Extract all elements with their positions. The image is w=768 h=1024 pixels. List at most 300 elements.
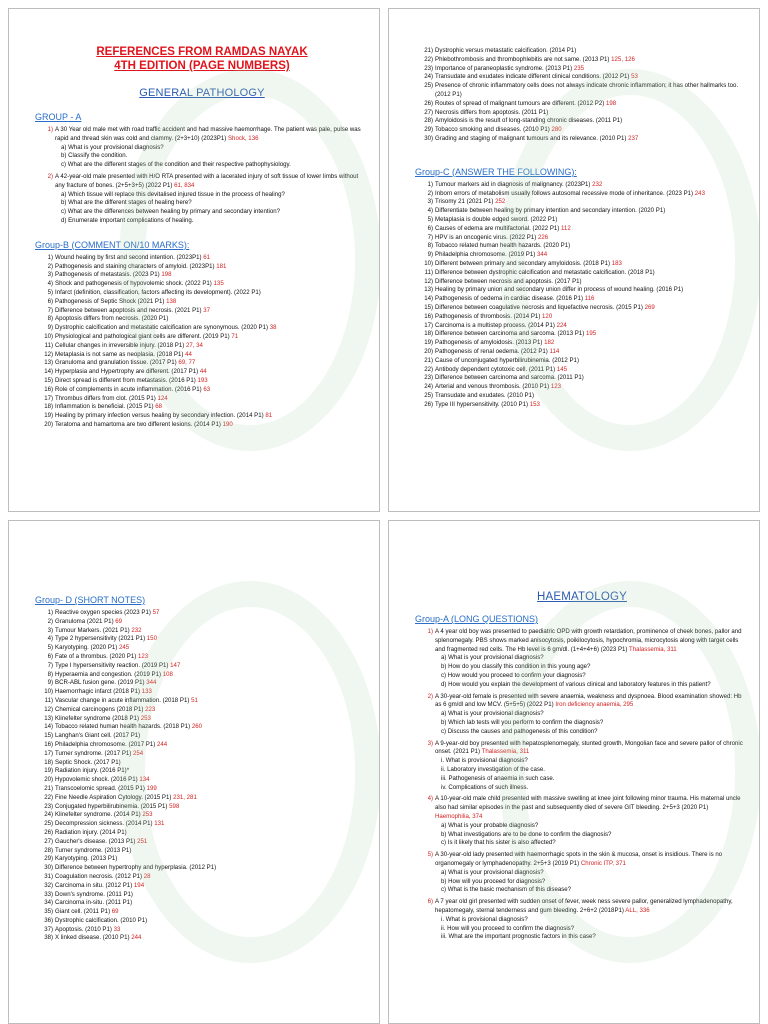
- page-reference: 112: [561, 224, 571, 232]
- long-question: [39, 126, 365, 144]
- list-item: [39, 635, 365, 644]
- list-item: [39, 873, 365, 882]
- sub-question-list: [425, 710, 745, 736]
- item-text: Septic Shock. (2017 P1): [55, 758, 121, 766]
- list-item: [39, 618, 365, 627]
- item-text: Transudate and exudates. (2010 P1): [435, 391, 535, 399]
- item-text: Pathogenesis of oedema in cardiac disease. (2016 P1): [435, 295, 585, 303]
- page-reference: 260: [191, 723, 203, 731]
- question-text: A 30-year-old lady presented with haemorrhagic spots in the skin & mucosa, onset is insidious. There is no organomegaly or lymphadenopathy. 2+5+3 (2019 P1): [435, 851, 723, 867]
- page-reference: 116: [584, 295, 595, 303]
- sub-question: b) How will you proceed for diagnosis?: [441, 877, 546, 885]
- item-number: 16): [44, 740, 53, 748]
- item-number: 6): [47, 652, 53, 660]
- list-item: [419, 286, 745, 295]
- item-number: 10): [44, 688, 53, 696]
- list-item: [39, 653, 365, 662]
- item-number: 9): [47, 679, 53, 687]
- item-number: 36): [44, 916, 53, 924]
- page-reference: 183: [611, 259, 622, 267]
- item-text: Difference between carcinoma and sarcoma. (2013 P1): [435, 330, 586, 338]
- item-number: 12): [44, 350, 53, 358]
- page-reference: 114: [549, 347, 560, 355]
- item-number: 23): [44, 802, 53, 810]
- page-reference: 123: [138, 652, 149, 660]
- item-number: 7): [47, 661, 53, 669]
- item-number: 8): [47, 670, 53, 678]
- item-text: Inborn errors of metabolism usually follows autosomal recessive mode of inheritance. (2023 P1): [435, 189, 695, 197]
- item-text: Carcinoma in situ. (2012 P1): [55, 881, 134, 889]
- page-reference: 134: [139, 776, 150, 784]
- group-a-heading: GROUP - A: [35, 112, 82, 122]
- item-text: Tobacco related human health hazards. (2018 P1): [55, 723, 192, 731]
- item-text: Klinefelter syndrome (2018 P1): [55, 714, 141, 722]
- item-text: Phlebothrombosis and thrombophlebitis are not same. (2013 P1): [435, 55, 612, 63]
- page-reference: 231, 281: [173, 793, 197, 801]
- page-reference: 224: [556, 321, 567, 329]
- item-text: Pathogenesis of metastasis. (2023 P1): [55, 271, 162, 279]
- item-number: 17): [44, 394, 53, 402]
- item-text: Apoptosis differs from necrosis. (2020 P1): [55, 315, 169, 323]
- page-reference: 131: [154, 820, 165, 828]
- item-number: 38): [44, 934, 53, 942]
- question-stem: [419, 628, 745, 654]
- item-number: 17): [44, 749, 53, 757]
- page-reference: Chronic ITP, 371: [580, 859, 626, 867]
- page-reference: 598: [169, 802, 180, 810]
- document-page-3: [8, 520, 380, 1024]
- question-number: 6): [427, 898, 433, 906]
- question-stem: [39, 173, 365, 191]
- question-text: A 30-year-old female is presented with severe anaemia, weakness and dyspnoea. Blood examination showed: Hb as 6 gm/dl and low MCV. (5+5+5) (2022 P1): [435, 692, 742, 709]
- sub-question: c) How would you proceed to confirm your diagnosis?: [441, 671, 586, 679]
- list-item: [39, 723, 365, 732]
- page-reference: 193: [197, 376, 208, 384]
- list-item: [39, 368, 365, 377]
- item-number: 19): [44, 412, 53, 420]
- item-number: 31): [44, 872, 53, 880]
- sub-question: c) What are the differences between healing by primary and secondary intention?: [61, 208, 281, 216]
- item-text: Tumour Markers. (2021 P1): [55, 626, 132, 634]
- main-title-line1: REFERENCES FROM RAMDAS NAYAK: [96, 46, 308, 58]
- item-number: 28): [424, 117, 433, 125]
- sub-question: c) What are the different stages of the condition and their respective pathophysiology.: [61, 161, 291, 169]
- page-reference: ALL, 336: [625, 906, 650, 914]
- item-number: 26): [44, 828, 53, 836]
- question-text: A 10-year-old male child presented with massive swelling at knee joint following minor trauma. His maternal uncle also had similar episodes in the past and subsequently died of severe GIT bleeding. 2+5+3 (2020 P1): [435, 795, 741, 812]
- question-text: A 42-year-old male presented with H/O RTA presented with a lacerated injury of soft tissue of lower limbs without any fracture of bones. (2+5+3+5) (2022 P1): [55, 172, 359, 189]
- list-item: [39, 324, 365, 333]
- item-text: Different between primary and secondary amyloidosis. (2018 P1): [435, 259, 612, 267]
- list-item: [39, 855, 365, 864]
- item-text: Wound healing by first and second intention. (2023P1): [55, 253, 204, 261]
- item-number: 8): [47, 315, 53, 323]
- item-number: 21): [44, 784, 53, 792]
- item-text: Causes of edema are multifactorial. (2022 P1): [435, 224, 561, 232]
- list-item: [39, 403, 365, 412]
- list-item: [419, 126, 745, 135]
- item-number: 13): [424, 286, 433, 294]
- item-number: 14): [424, 295, 433, 303]
- item-number: 9): [47, 324, 53, 332]
- question-number: 2): [427, 692, 433, 700]
- list-item: [419, 56, 745, 65]
- question-stem: [39, 126, 365, 144]
- list-item: [419, 401, 745, 410]
- list-item: [39, 412, 365, 421]
- item-number: 18): [44, 403, 53, 411]
- sub-question: b) What are the different stages of healing here?: [61, 199, 192, 207]
- item-number: 19): [44, 767, 53, 775]
- list-item: [419, 234, 745, 243]
- item-text: Difference between hypertrophy and hyperplasia. (2012 P1): [55, 864, 217, 872]
- list-item: [419, 348, 745, 357]
- sub-question: i. What is provisional diagnosis?: [441, 757, 528, 765]
- item-number: 35): [44, 908, 53, 916]
- item-text: Dystrophic calcification. (2010 P1): [55, 916, 148, 924]
- page-reference: 198: [605, 99, 617, 107]
- item-text: BCR-ABL fusion gene. (2019 P1): [55, 679, 147, 687]
- item-text: Philadelphia chromosome. (2019 P1): [435, 251, 537, 259]
- list-item: [39, 794, 365, 803]
- list-item: [419, 225, 745, 234]
- page-reference: 182: [544, 339, 555, 347]
- list-item: [39, 829, 365, 838]
- item-text: Physiological and pathological giant cells are different. (2019 P1): [55, 332, 232, 340]
- page-reference: 253: [142, 811, 153, 819]
- item-text: Healing by primary infection versus healing by secondary infection. (2014 P1): [55, 412, 266, 420]
- list-item: [39, 386, 365, 395]
- item-number: 13): [44, 714, 53, 722]
- page-reference: 53: [631, 73, 638, 81]
- item-text: Transudate and exudates indicate different clinical conditions. (2012 P1): [435, 73, 632, 81]
- item-text: Granuloma and granulation tissue. (2017 P1): [55, 359, 179, 367]
- item-text: Pathogenesis of amyloidosis. (2013 P1): [435, 339, 545, 347]
- sub-question: a) What is your provisional diagnosis?: [441, 710, 544, 718]
- page-reference: 237: [628, 134, 639, 142]
- list-item: [39, 715, 365, 724]
- page-reference: 133: [141, 688, 152, 696]
- item-text: Tumour markers aid in diagnosis of malignancy. (2023P1): [435, 180, 593, 188]
- item-text: Vascular change in acute inflammation. (2018 P1): [55, 696, 192, 704]
- list-item: [39, 706, 365, 715]
- list-item: [419, 392, 745, 401]
- sub-question-list: [45, 191, 365, 226]
- page-reference: 28: [143, 872, 151, 880]
- page-reference: 63: [203, 385, 211, 393]
- item-number: 26): [424, 99, 433, 107]
- page-reference: 125, 126: [611, 55, 635, 63]
- item-number: 26): [424, 400, 433, 408]
- page-reference: Shock, 136: [227, 134, 259, 142]
- document-page-1: [8, 8, 380, 512]
- page-reference: 51: [191, 696, 198, 704]
- page-reference: 38: [269, 324, 277, 332]
- list-item: [419, 82, 745, 100]
- list-item: [39, 917, 365, 926]
- page-reference: 198: [161, 271, 172, 279]
- list-item: [419, 366, 745, 375]
- list-item: [39, 351, 365, 360]
- page-reference: 235: [573, 64, 585, 72]
- item-text: Radiation injury. (2014 P1): [55, 828, 127, 836]
- item-text: Type 2 hypersensitivity (2021 P1): [55, 635, 147, 643]
- item-number: 5): [47, 288, 53, 296]
- page-reference: 120: [542, 312, 553, 320]
- page-reference: 147: [170, 661, 181, 669]
- question-number: 1): [427, 628, 433, 635]
- page-reference: 145: [556, 365, 568, 373]
- page-reference: 190: [222, 420, 233, 428]
- long-question: [419, 851, 745, 869]
- item-text: Klinefelter syndrome. (2014 P1): [55, 811, 143, 819]
- item-number: 3): [427, 198, 433, 206]
- list-item: [419, 135, 745, 144]
- list-item: [39, 811, 365, 820]
- list-item: [39, 280, 365, 289]
- item-text: Reactive oxygen species (2023 P1): [55, 609, 153, 616]
- item-text: Type I hypersensitivity reaction. (2019 P1): [55, 661, 171, 669]
- item-number: 22): [424, 55, 433, 63]
- item-number: 5): [427, 215, 433, 223]
- long-question: [419, 795, 745, 821]
- item-text: Shock and pathogenesis of hypovolemic shock. (2022 P1): [55, 280, 214, 288]
- item-number: 2): [47, 617, 53, 625]
- item-number: 30): [424, 134, 433, 142]
- sub-question: a) What is your provisional diagnosis?: [441, 868, 544, 876]
- item-text: Importance of paraneoplastic syndrome. (2013 P1): [435, 64, 574, 72]
- page-reference: 223: [145, 705, 156, 713]
- list-item: [419, 330, 745, 339]
- item-number: 3): [47, 626, 53, 634]
- item-text: Philadelphia chromosome. (2017 P1): [55, 740, 157, 748]
- item-text: Metaplasia is double edged sword. (2022 P1): [435, 215, 558, 223]
- item-text: X linked disease. (2010 P1): [55, 934, 132, 942]
- sub-question: iii. Pathogenesis of anaemia in such case.: [441, 774, 555, 782]
- group-b-continued-list: [419, 47, 745, 144]
- subject-title: GENERAL PATHOLOGY: [139, 87, 265, 99]
- subject-title-haematology: HAEMATOLOGY: [537, 591, 627, 603]
- item-text: Haemorrhagic infarct (2018 P1): [55, 688, 142, 696]
- item-text: Hypovolemic shock. (2016 P1): [55, 776, 140, 784]
- page-reference: 69: [115, 617, 123, 625]
- list-item: [39, 421, 365, 430]
- item-text: Cause of unconjugated hyperbilirubinemia. (2012 P1): [435, 356, 579, 364]
- item-number: 17): [424, 321, 433, 329]
- sub-question: a) Which tissue will replace this devitalised injured tissue in the process of healing?: [61, 190, 285, 198]
- item-text: Hyperplasia and Hypertrophy are different. (2017 P1): [55, 368, 200, 376]
- item-number: 19): [424, 339, 433, 347]
- list-item: [419, 73, 745, 82]
- group-d-list: [39, 609, 365, 943]
- item-text: Difference between necrosis and apoptosis. (2017 P1): [435, 277, 582, 285]
- item-number: 8): [427, 242, 433, 250]
- list-item: [419, 65, 745, 74]
- item-number: 24): [44, 811, 53, 819]
- sub-question: iv. Complications of such illness.: [441, 783, 529, 791]
- item-number: 14): [44, 723, 53, 731]
- list-item: [39, 899, 365, 908]
- page-reference: Haemophilia, 374: [435, 812, 483, 820]
- sub-question: b) Which lab tests will you perform to confirm the diagnosis?: [441, 718, 604, 726]
- item-text: Chemical carcinogens (2018 P1): [55, 705, 146, 713]
- item-number: 29): [44, 855, 53, 863]
- item-text: Radiation injury. (2016 P1)*: [55, 767, 130, 775]
- list-item: [39, 333, 365, 342]
- sub-question: c) Discuss the causes and pathogenesis of this condition?: [441, 727, 598, 735]
- page-reference: 123: [550, 383, 562, 391]
- item-text: Thrombus differs from clot. (2015 P1): [55, 394, 158, 402]
- item-text: Amyloidosis is the result of long-standing chronic diseases. (2011 P1): [435, 117, 623, 125]
- list-item: [39, 926, 365, 935]
- question-stem: [419, 851, 745, 869]
- list-item: [39, 891, 365, 900]
- item-number: 10): [44, 332, 53, 340]
- list-item: [419, 322, 745, 331]
- spacer: [419, 942, 745, 945]
- item-text: Difference between coagulative necrosis and liquefactive necrosis. (2015 P1): [435, 303, 645, 311]
- list-item: [39, 741, 365, 750]
- page-reference: 69, 77: [178, 359, 196, 367]
- item-text: Antibody dependent cytotoxic cell. (2011 P1): [435, 365, 557, 373]
- item-number: 4): [47, 635, 53, 643]
- list-item: [419, 117, 745, 126]
- item-text: Inflammation is beneficial. (2015 P1): [55, 403, 156, 411]
- sub-question-list: [425, 757, 745, 792]
- page-reference: 280: [551, 126, 562, 134]
- list-item: [39, 307, 365, 316]
- item-number: 20): [44, 420, 53, 428]
- group-a-questions: [39, 126, 365, 229]
- item-text: Carcinoma in-situ. (2011 P1): [55, 899, 133, 907]
- list-item: [39, 298, 365, 307]
- item-text: Arterial and venous thrombosis. (2010 P1): [435, 383, 551, 391]
- page-reference: 61, 834: [174, 181, 195, 189]
- list-item: [39, 644, 365, 653]
- page-reference: 344: [146, 679, 157, 687]
- sub-question-list: [425, 822, 745, 848]
- item-text: Fine Needle Aspiration Cytology. (2015 P1): [55, 793, 174, 801]
- item-text: Conjugated hyperbilirubinemia. (2015 P1): [55, 802, 170, 810]
- item-text: Coagulation necrosis. (2012 P1): [55, 872, 144, 880]
- item-text: Tobacco smoking and diseases. (2010 P1): [435, 126, 552, 134]
- sub-question: c) What is the basic mechanism of this disease?: [441, 886, 572, 894]
- item-text: Direct spread is different from metastasis. (2016 P1): [55, 376, 198, 384]
- question-stem: [419, 795, 745, 821]
- page-reference: Thalassemia, 311: [629, 645, 677, 653]
- list-item: [39, 315, 365, 324]
- item-number: 11): [424, 268, 433, 276]
- item-number: 11): [44, 696, 53, 704]
- sub-question: ii. Laboratory investigation of the case.: [441, 765, 545, 773]
- item-text: Giant cell. (2011 P1): [55, 908, 112, 916]
- item-text: Langhan's Giant cell. (2017 P1): [55, 732, 141, 740]
- page-reference: 253: [140, 714, 151, 722]
- item-number: 5): [47, 644, 53, 652]
- long-question: [419, 693, 745, 711]
- item-text: Tobacco related human health hazards. (2020 P1): [435, 242, 571, 250]
- item-text: Karyotyping. (2013 P1): [55, 855, 118, 863]
- list-item: [419, 278, 745, 287]
- item-text: Differentiate between healing by primary intention and secondary intention. (2020 P1): [435, 207, 666, 215]
- list-item: [39, 750, 365, 759]
- list-item: [39, 882, 365, 891]
- question-text: A 7 year old girl presented with sudden onset of fever, week ness severe pallor, generalized lymphadenopathy, hepatomegaly, sternal tenderness and gum bleeding. 2+6+2 (2018P1): [435, 898, 733, 914]
- list-item: [419, 304, 745, 313]
- page-reference: 245: [119, 644, 130, 652]
- item-number: 15): [44, 376, 53, 384]
- sub-question: d) How would you explain the development of various clinical and laboratory features in this patient?: [441, 680, 711, 688]
- question-stem: [419, 693, 745, 711]
- page-reference: 108: [162, 670, 173, 678]
- haem-group-a-questions: [419, 628, 745, 945]
- item-text: Teratoma and hamartoma are two different lesions. (2014 P1): [55, 420, 223, 428]
- list-item: [39, 820, 365, 829]
- spacer: [39, 226, 365, 229]
- item-number: 1): [47, 609, 53, 616]
- list-item: [39, 688, 365, 697]
- page-reference: 243: [694, 189, 705, 197]
- item-number: 1): [427, 180, 433, 188]
- sub-question-list: [425, 654, 745, 689]
- item-number: 4): [47, 280, 53, 288]
- group-b-heading: Group-B (COMMENT ON/10 MARKS):: [35, 239, 190, 250]
- item-number: 32): [44, 881, 53, 889]
- item-number: 12): [44, 705, 53, 713]
- item-number: 2): [47, 262, 53, 270]
- question-text: A 30 Year old male met with road traffic accident and had massive haemorrhage. The patient was pale, pulse was rapid and thread skin was cold and clammy. (2+3+10) (2023P1): [55, 126, 361, 142]
- list-item: [39, 759, 365, 768]
- item-number: 7): [427, 233, 433, 241]
- item-text: Pathogenesis of renal oedema. (2012 P1): [435, 347, 550, 355]
- item-number: 25): [424, 82, 433, 90]
- item-text: Necrosis differs from apoptosis. (2011 P1): [435, 108, 549, 116]
- list-item: [39, 377, 365, 386]
- item-number: 6): [47, 297, 53, 305]
- item-text: Karyotyping. (2020 P1): [55, 644, 120, 652]
- page-reference: 344: [536, 251, 548, 259]
- sub-question: b) How do you classify this condition in this young age?: [441, 663, 591, 671]
- list-item: [39, 254, 365, 263]
- page-reference: 61: [203, 253, 211, 261]
- page-reference: 27, 34: [185, 341, 203, 349]
- haem-group-a-heading: Group-A (LONG QUESTIONS): [415, 614, 539, 624]
- page-reference: 33: [113, 925, 121, 933]
- list-item: [39, 732, 365, 741]
- item-text: Metaplasia is not same as neoplasia. (2018 P1): [55, 350, 186, 358]
- item-number: 21): [424, 356, 433, 364]
- item-number: 18): [424, 330, 433, 338]
- sub-question: d) Enumerate important complications of healing.: [61, 216, 194, 224]
- item-number: 11): [44, 341, 53, 349]
- page-reference: 71: [231, 332, 239, 340]
- question-number: 2): [47, 172, 53, 180]
- long-question: [39, 173, 365, 191]
- list-item: [39, 289, 365, 298]
- item-text: Gaucher's disease. (2013 P1): [55, 837, 138, 845]
- list-item: [419, 313, 745, 322]
- list-item: [419, 100, 745, 109]
- item-number: 21): [424, 47, 433, 54]
- page-reference: 37: [203, 306, 211, 314]
- page-reference: 81: [265, 412, 273, 420]
- sub-question-list: [425, 869, 745, 895]
- list-item: [419, 339, 745, 348]
- item-text: Healing by primary union and secondary union differ in process of wound healing. (2016 P1): [435, 286, 684, 294]
- sub-question-list: [45, 144, 365, 170]
- item-text: Difference between dystrophic calcification and metastatic calcification. (2018 P1): [435, 268, 655, 276]
- page-reference: 68: [155, 403, 163, 411]
